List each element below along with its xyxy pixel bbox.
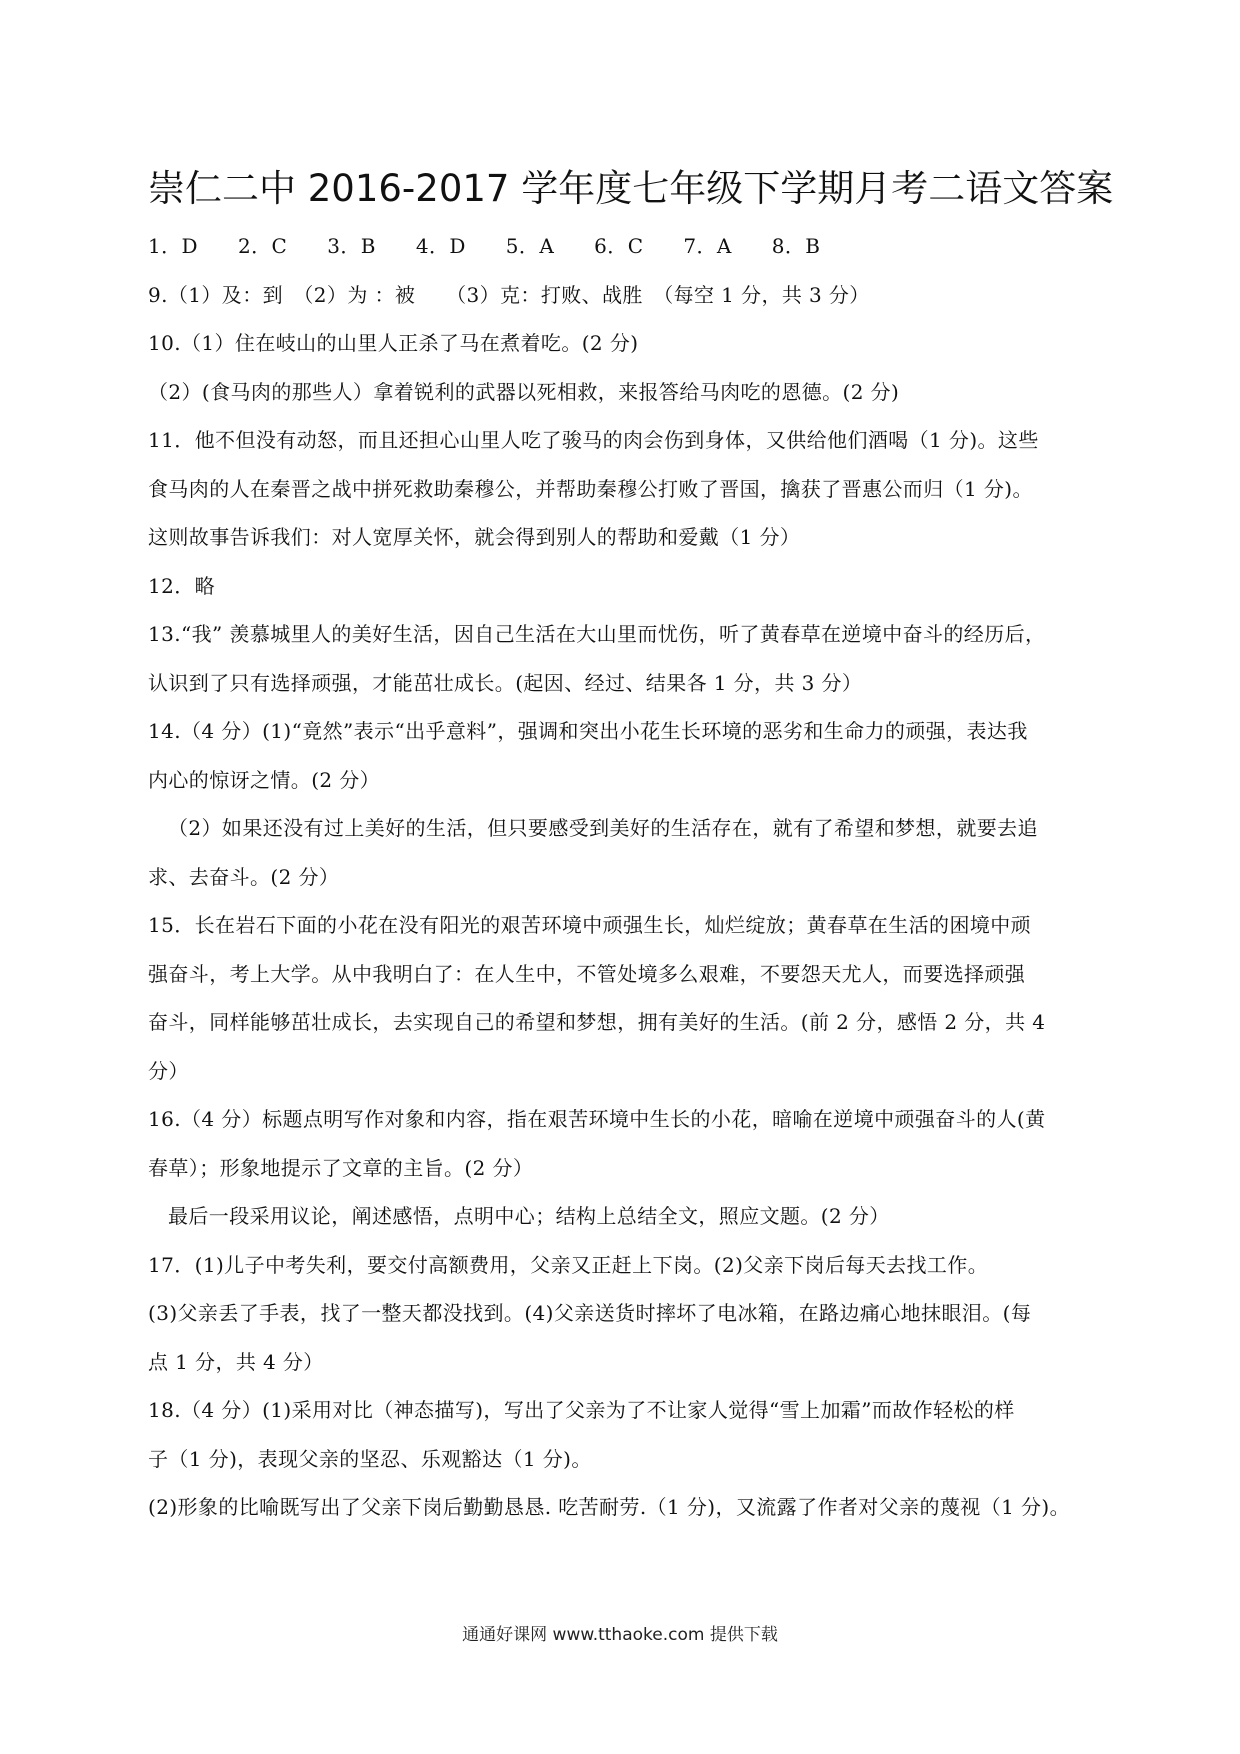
answer-line-11-c: 这则故事告诉我们：对人宽厚关怀，就会得到别人的帮助和爱戴（1 分）: [148, 525, 801, 549]
answer-line-18-b: 子（1 分)，表现父亲的坚忍、乐观豁达（1 分)。: [148, 1446, 592, 1471]
answer-line-9: 9.（1）及：到 （2）为 ：被 （3）克：打败、战胜 （每空 1 分，共 3 分）: [148, 282, 870, 307]
answer-line-15-d: 分）: [148, 1058, 189, 1083]
answer-line-17-b: (3)父亲丢了手表，找了一整天都没找到。(4)父亲送货时摔坏了电冰箱，在路边痛心地抹眼泪。(每: [148, 1301, 1032, 1325]
answer-line-14-d: 求、去奋斗。(2 分）: [148, 864, 340, 889]
answer-line-17-c: 点 1 分，共 4 分）: [148, 1349, 324, 1374]
mc-answer-4: 4．D: [415, 234, 466, 258]
answer-line-16-a: 16.（4 分）标题点明写作对象和内容，指在艰苦环境中生长的小花，暗喻在逆境中顽强奋斗的人(黄: [148, 1107, 1046, 1131]
mc-answer-8: 8．B: [771, 234, 821, 258]
answer-line-12: 12．略: [148, 573, 216, 598]
answer-line-16-c: 最后一段采用议论，阐述感悟，点明中心；结构上总结全文，照应文题。(2 分）: [168, 1204, 890, 1228]
answer-line-11-b: 食马肉的人在秦晋之战中拼死救助秦穆公，并帮助秦穆公打败了晋国，擒获了晋惠公而归（1 分)。: [148, 476, 1033, 501]
answer-line-13-a: 13.“我” 羡慕城里人的美好生活，因自己生活在大山里而忧伤，听了黄春草在逆境中奋斗的经历后，: [148, 622, 1046, 646]
answer-line-14-c: （2）如果还没有过上美好的生活，但只要感受到美好的生活存在，就有了希望和梦想，就要去追: [168, 816, 1038, 840]
document-title: 崇仁二中 2016-2017 学年度七年级下学期月考二语文答案: [148, 167, 1114, 210]
answer-line-16-b: 春草）；形象地提示了文章的主旨。(2 分）: [148, 1155, 534, 1180]
answer-line-14-b: 内心的惊讶之情。(2 分）: [148, 767, 381, 792]
answer-line-17-a: 17．(1)儿子中考失利，要交付高额费用，父亲又正赶上下岗。(2)父亲下岗后每天去找工作。: [148, 1252, 989, 1277]
mc-answer-1: 1．D: [148, 234, 198, 258]
answer-line-18-a: 18.（4 分）(1)采用对比（神态描写)，写出了父亲为了不让家人觉得“雪上加霜”而故作轻松的样: [148, 1398, 1015, 1422]
mc-answer-2: 2．C: [237, 234, 288, 258]
answer-line-10-1: 10.（1）住在岐山的山里人正杀了马在煮着吃。(2 分): [148, 331, 639, 355]
mc-answer-7: 7．A: [683, 234, 732, 258]
answer-line-15-a: 15．长在岩石下面的小花在没有阳光的艰苦环境中顽强生长，灿烂绽放；黄春草在生活的困境中顽: [148, 913, 1032, 937]
answer-line-18-c: (2)形象的比喻既写出了父亲下岗后勤勤恳恳. 吃苦耐劳.（1 分)，又流露了作者对父亲的蔑视（1 分)。: [148, 1495, 1070, 1519]
mc-answer-6: 6．C: [594, 234, 644, 258]
multiple-choice-answers: [148, 222, 1098, 271]
answer-content: [148, 222, 1098, 1532]
answer-line-14-a: 14.（4 分）(1)“竟然”表示“出乎意料”，强调和突出小花生长环境的恶劣和生命力的顽强，表达我: [148, 719, 1028, 743]
footer-download-note: 通通好课网 www.tthaoke.com 提供下载: [462, 1625, 778, 1645]
answer-line-15-c: 奋斗，同样能够茁壮成长，去实现自己的希望和梦想，拥有美好的生活。(前 2 分，感悟 2 分，共 4: [148, 1010, 1046, 1034]
answer-line-11-a: 11．他不但没有动怒，而且还担心山里人吃了骏马的肉会伤到身体，又供给他们酒喝（1 分)。这些: [148, 428, 1039, 452]
answer-line-13-b: 认识到了只有选择顽强，才能茁壮成长。(起因、经过、结果各 1 分，共 3 分）: [148, 670, 863, 695]
mc-answer-3: 3．B: [327, 234, 376, 258]
answer-line-15-b: 强奋斗，考上大学。从中我明白了：在人生中，不管处境多么艰难，不要怨天尤人，而要选择顽强: [148, 961, 1026, 986]
answer-line-10-2: （2）(食马肉的那些人）拿着锐利的武器以死相救，来报答给马肉吃的恩德。(2 分): [148, 379, 900, 404]
mc-answer-5: 5．A: [505, 234, 555, 258]
